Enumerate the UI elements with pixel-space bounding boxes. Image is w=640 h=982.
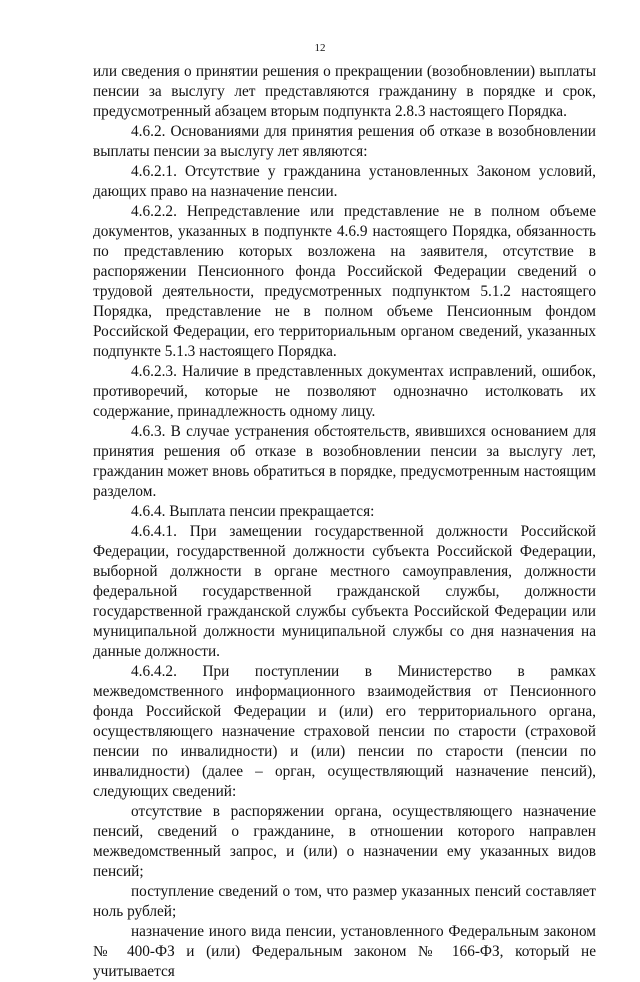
page-number: 12	[314, 42, 326, 54]
document-body	[93, 62, 596, 982]
paragraph-continuation: или сведения о принятии решения о прекращении (возобновлении) выплаты пенсии за выслугу лет представляются гражданину в порядке и срок, предусмотренный абзацем вторым подпункта 2.8.3 настоящего Порядка.	[93, 63, 596, 120]
paragraph-4-6-4: 4.6.4. Выплата пенсии прекращается:	[131, 503, 375, 520]
paragraph-4-6-4-2: 4.6.4.2. При поступлении в Министерство в рамках межведомственного информационного взаимодействия от Пенсионного фонда Российской Федерации и (или) его территориального органа, осуществляющего назначение страховой пенсии по старости (страховой пенсии по инвалидности) и (или) пенсии по старости (пенсии по инвалидности) (далее – орган, осуществляющий назначение пенсий), следующих сведений:	[93, 663, 596, 800]
paragraph-list-item-other-pension: назначение иного вида пенсии, установленного Федеральным законом № 400-ФЗ и (или) Федеральным законом № 166-ФЗ, который не учитывается	[93, 923, 596, 980]
paragraph-4-6-3: 4.6.3. В случае устранения обстоятельств, явившихся основанием для принятия решения об отказе в возобновлении пенсии за выслугу лет, гражданин может вновь обратиться в порядке, предусмотренным настоящим разделом.	[93, 423, 596, 500]
paragraph-4-6-2-2: 4.6.2.2. Непредставление или представление не в полном объеме документов, указанных в подпункте 4.6.9 настоящего Порядка, обязанность по представлению которых возложена на заявителя, отсутствие в распоряжении Пенсионного фонда Российской Федерации сведений о трудовой деятельности, предусмотренных подпунктом 5.1.2 настоящего Порядка, представление не в полном объеме Пенсионным фондом Российской Федерации, его территориальным органом сведений, указанных подпункте 5.1.3 настоящего Порядка.	[93, 203, 596, 360]
paragraph-list-item-zero-amount: поступление сведений о том, что размер указанных пенсий составляет ноль рублей;	[93, 883, 596, 920]
paragraph-4-6-2-3: 4.6.2.3. Наличие в представленных документах исправлений, ошибок, противоречий, которые не позволяют однозначно истолковать их содержание, принадлежность одному лицу.	[93, 363, 596, 420]
paragraph-4-6-2: 4.6.2. Основаниями для принятия решения об отказе в возобновлении выплаты пенсии за выслугу лет являются:	[93, 123, 596, 160]
paragraph-4-6-4-1: 4.6.4.1. При замещении государственной должности Российской Федерации, государственной должности субъекта Российской Федерации, выборной должности в органе местного самоуправления, должности федеральной государственной гражданской службы, должности государственной гражданской службы субъекта Российской Федерации или муниципальной должности муниципальной службы со дня назначения на данные должности.	[93, 523, 596, 660]
paragraph-list-item-absence: отсутствие в распоряжении органа, осуществляющего назначение пенсий, сведений о гражданине, в отношении которого направлен межведомственный запрос, и (или) о назначении ему указанных видов пенсий;	[93, 803, 596, 880]
paragraph-4-6-2-1: 4.6.2.1. Отсутствие у гражданина установленных Законом условий, дающих право на назначение пенсии.	[93, 163, 596, 200]
